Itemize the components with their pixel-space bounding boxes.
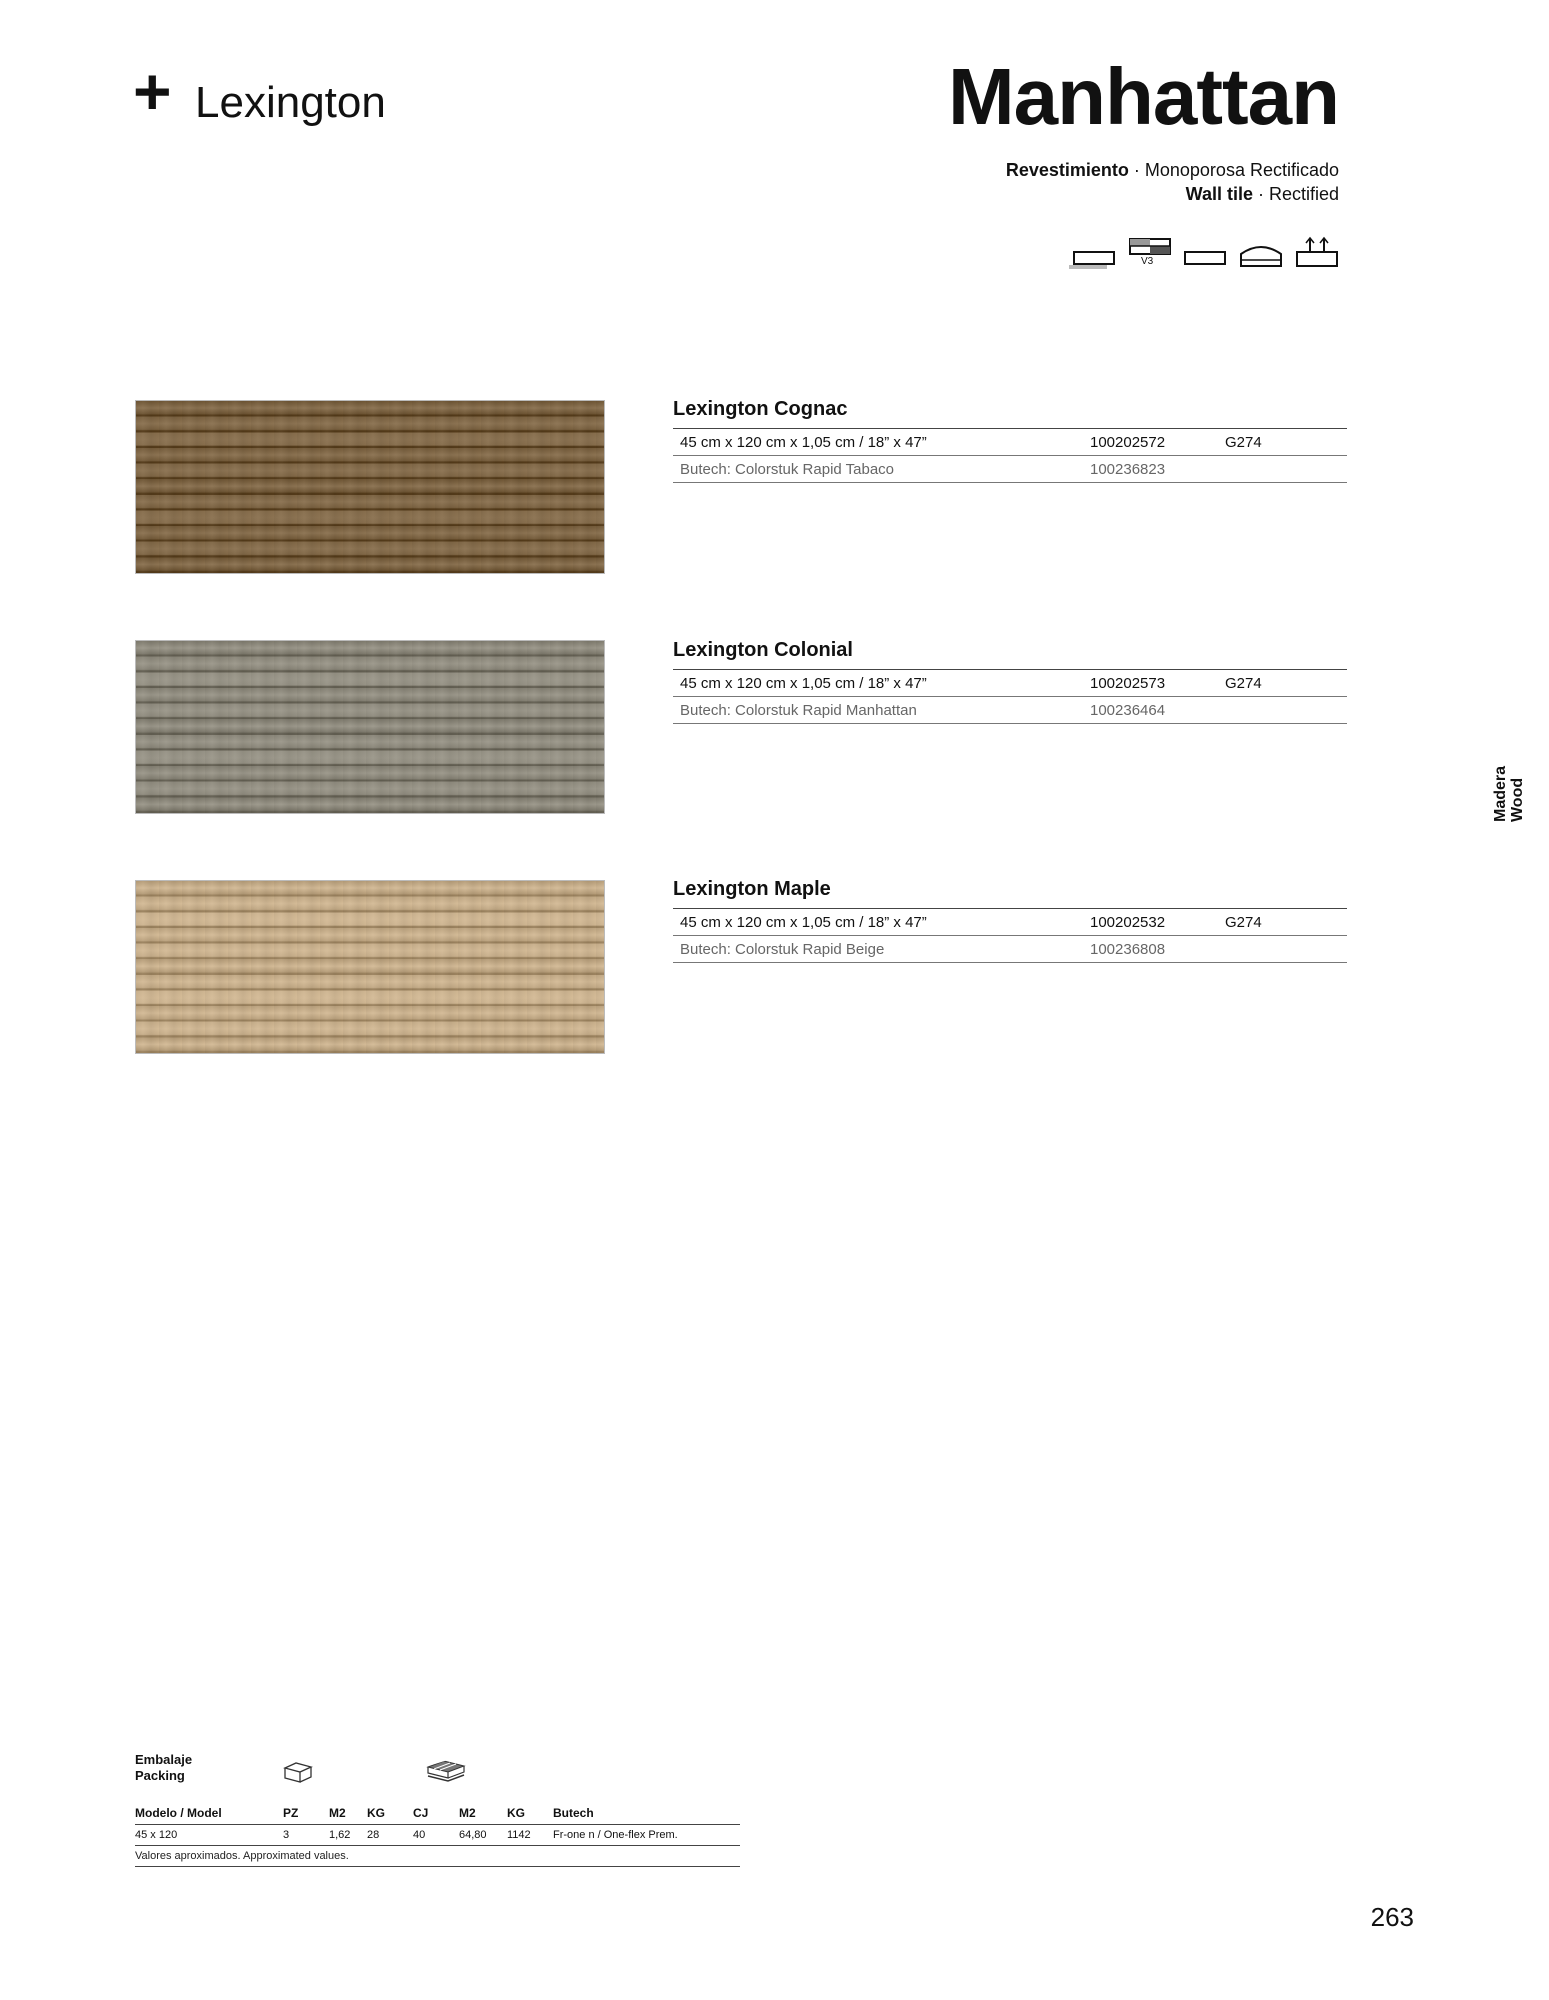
product-size-row: [673, 909, 1347, 936]
product-size: 45 cm x 120 cm x 1,05 cm / 18” x 47”: [680, 913, 927, 931]
product-group: G274: [1225, 433, 1262, 451]
product-title: Lexington Colonial: [673, 637, 1347, 670]
category-en: Wood: [1509, 777, 1526, 822]
product-colonial: [673, 637, 1347, 724]
packing-label-en: Packing: [135, 1768, 185, 1783]
wall-tile-icon: [1067, 244, 1117, 270]
product-butech-row: [673, 456, 1347, 483]
tile-image-colonial: [135, 640, 605, 814]
packing-cell: 64,80: [459, 1829, 487, 1841]
packing-cell: 40: [413, 1829, 426, 1841]
packing-header: KG: [507, 1806, 525, 1820]
category-side-label: [1492, 748, 1549, 822]
box-icon: [282, 1760, 314, 1784]
packing-label: [135, 1752, 192, 1784]
product-butech-code: 100236808: [1090, 940, 1166, 958]
product-cognac: [673, 396, 1347, 483]
series-title: Lexington: [195, 78, 386, 127]
product-size: 45 cm x 120 cm x 1,05 cm / 18” x 47”: [680, 433, 927, 451]
product-size-row: [673, 670, 1347, 697]
rectified-edge-icon: [1183, 244, 1227, 270]
interior-use-icon: [1239, 240, 1283, 270]
category-label: [1492, 748, 1526, 822]
packing-note: Valores aproximados. Approximated values.: [135, 1846, 740, 1867]
packing-cell: 3: [283, 1829, 290, 1841]
product-size-row: [673, 429, 1347, 456]
subtitle-en: [739, 182, 1339, 206]
packing-header: Modelo / Model: [135, 1806, 222, 1820]
page-number: 263: [1370, 1902, 1414, 1932]
packing-table: [135, 1802, 740, 1867]
product-butech-code: 100236823: [1090, 460, 1166, 478]
subtitle-es-bold: Revestimiento: [1005, 160, 1129, 180]
packing-cell: 28: [367, 1829, 380, 1841]
subtitle-en-bold: Wall tile: [1185, 184, 1253, 204]
category-es: Madera: [1492, 765, 1509, 822]
technical-icons: [1067, 236, 1339, 270]
v3-label: V3: [1141, 256, 1154, 267]
packing-header: M2: [329, 1806, 346, 1820]
product-title: Lexington Maple: [673, 876, 1347, 909]
product-maple: [673, 876, 1347, 963]
packing-header: M2: [459, 1806, 476, 1820]
v3-shade-variation-icon: [1129, 236, 1171, 270]
product-butech: Butech: Colorstuk Rapid Manhattan: [680, 701, 917, 719]
packing-cell: Fr-one n / One-flex Prem.: [553, 1829, 678, 1841]
product-butech-code: 100236464: [1090, 701, 1166, 719]
packing-label-es: Embalaje: [135, 1752, 193, 1767]
product-butech-row: [673, 936, 1347, 963]
product-group: G274: [1225, 913, 1262, 931]
plus-icon: +: [133, 54, 172, 128]
installation-icon: [1295, 236, 1339, 270]
product-butech: Butech: Colorstuk Rapid Tabaco: [680, 460, 895, 478]
packing-header-row: [135, 1802, 740, 1825]
packing-header: KG: [367, 1806, 385, 1820]
subtitle-es-rest: · Monoporosa Rectificado: [1128, 160, 1339, 180]
packing-header: Butech: [553, 1806, 594, 1820]
packing-header: CJ: [413, 1806, 429, 1820]
product-code: 100202572: [1090, 433, 1166, 451]
packing-cell: 1,62: [329, 1829, 351, 1841]
packing-cell: 1142: [507, 1829, 531, 1841]
product-code: 100202532: [1090, 913, 1166, 931]
product-butech: Butech: Colorstuk Rapid Beige: [680, 940, 885, 958]
product-size: 45 cm x 120 cm x 1,05 cm / 18” x 47”: [680, 674, 927, 692]
packing-row: [135, 1825, 740, 1846]
pallet-icon: [424, 1757, 468, 1783]
collection-title: Manhattan: [948, 52, 1339, 141]
product-butech-row: [673, 697, 1347, 724]
tile-image-maple: [135, 880, 605, 1054]
packing-header: PZ: [283, 1806, 299, 1820]
packing-cell: 45 x 120: [135, 1829, 178, 1841]
subtitle-es: [739, 158, 1339, 182]
product-group: G274: [1225, 674, 1262, 692]
product-code: 100202573: [1090, 674, 1166, 692]
tile-image-cognac: [135, 400, 605, 574]
subtitle-en-rest: · Rectified: [1252, 184, 1339, 204]
product-title: Lexington Cognac: [673, 396, 1347, 429]
